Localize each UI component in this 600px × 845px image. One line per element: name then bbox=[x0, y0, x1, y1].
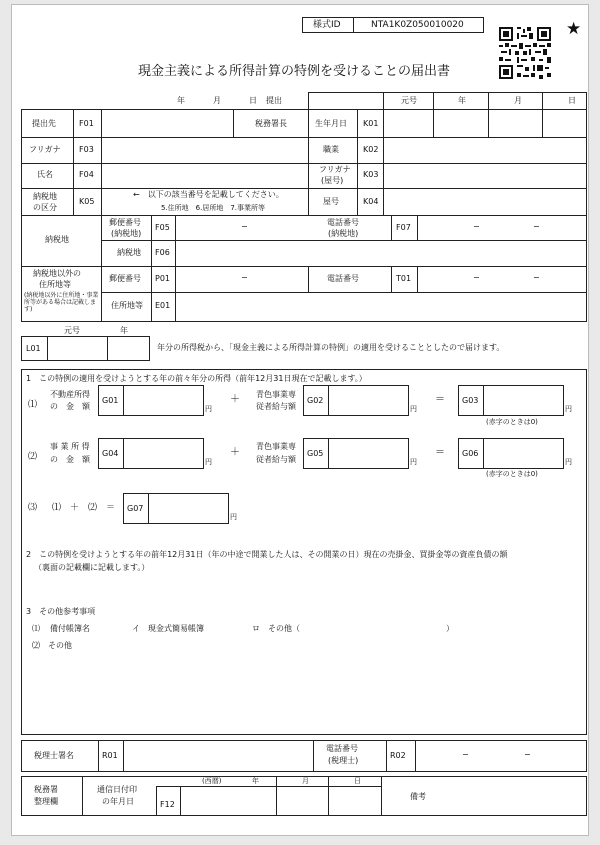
jigyo-label-2: の 金 額 bbox=[50, 455, 90, 464]
equals-sign-2: ＝ bbox=[435, 447, 445, 458]
taxloc-label: 納税地 bbox=[45, 235, 69, 244]
yago-paren-label: (屋号) bbox=[321, 176, 344, 185]
f03-code: F03 bbox=[79, 145, 94, 154]
kubun-note: ← 以下の該当番号を記載してください。 bbox=[133, 190, 284, 199]
k04-code: K04 bbox=[363, 197, 379, 206]
kubun-options: 5.住所地 6.居所地 7.事業所等 bbox=[161, 204, 266, 212]
form-id-value: NTA1K0Z050010020 bbox=[371, 20, 464, 30]
birth-month-label: 月 bbox=[514, 96, 522, 105]
taxloc-kubun-label-1: 納税地 bbox=[33, 192, 57, 201]
form-id-box bbox=[302, 17, 484, 33]
g07-yen: 円 bbox=[230, 513, 237, 521]
item1-number: ⑴ bbox=[28, 400, 38, 410]
l01-code: L01 bbox=[26, 344, 41, 353]
g01-code: G01 bbox=[102, 396, 119, 405]
other-address-label: 住所地等 bbox=[111, 301, 143, 310]
date-month-label: 月 bbox=[213, 96, 221, 105]
taxloc-kubun-label-2: の区分 bbox=[33, 203, 57, 212]
g06-yen: 円 bbox=[565, 458, 572, 466]
office-month-label: 月 bbox=[302, 777, 309, 785]
k05-code: K05 bbox=[79, 197, 95, 206]
submit-label: 提出 bbox=[266, 96, 282, 105]
office-col1-label-2: 整理欄 bbox=[34, 797, 58, 806]
ta-phone-dash-2: − bbox=[524, 750, 531, 759]
l01-statement: 年分の所得税から、「現金主義による所得計算の特例」の適用を受けることとしたので届けます。 bbox=[157, 343, 505, 352]
qr-code-icon bbox=[499, 27, 551, 79]
g06-field[interactable] bbox=[458, 438, 564, 469]
k01-code: K01 bbox=[363, 119, 379, 128]
g03-yen: 円 bbox=[565, 405, 572, 413]
p01-code: P01 bbox=[155, 274, 171, 283]
tax-accountant-phone-label: 電話番号 bbox=[326, 744, 358, 753]
g01-yen: 円 bbox=[205, 405, 212, 413]
section1-heading: 1 この特例の適用を受けようとする年の前々年分の所得（前年12月31日現在で記載します。） bbox=[26, 374, 367, 383]
l01-era-label: 元号 bbox=[64, 326, 80, 335]
g02-yen: 円 bbox=[410, 405, 417, 413]
k03-code: K03 bbox=[363, 170, 379, 179]
section2-line1: 2 この特例を受けようとする年の前年12月31日（年の中途で開業した人は、その開業の日）現在の売掛金、買掛金等の資産負債の額 bbox=[26, 550, 508, 559]
office-col1-label-1: 税務署 bbox=[34, 785, 58, 794]
applicant-table bbox=[21, 92, 587, 322]
item2-number: ⑵ bbox=[28, 452, 38, 462]
l01-year-label: 年 bbox=[120, 326, 128, 335]
yago-furigana-label: フリガナ bbox=[319, 165, 351, 174]
f07-code: F07 bbox=[396, 223, 411, 232]
g03-field[interactable] bbox=[458, 385, 564, 416]
job-label: 職業 bbox=[323, 145, 339, 154]
ledger-option-i[interactable]: イ 現金式簡易帳簿 bbox=[132, 624, 204, 633]
other-phone-dash-2: − bbox=[533, 273, 540, 282]
other-postal-label: 郵便番号 bbox=[109, 274, 141, 283]
date-year-label: 年 bbox=[177, 96, 185, 105]
tax-accountant-phone-sub: (税理士) bbox=[328, 756, 359, 765]
office-year-label: 年 bbox=[252, 777, 259, 785]
star-mark: ★ bbox=[566, 19, 582, 39]
section3-heading: 3 その他参考事項 bbox=[26, 607, 96, 616]
sum-formula: ⑴ ＋ ⑵ ＝ bbox=[52, 503, 116, 513]
phone-sub-label: (納税地) bbox=[328, 229, 359, 238]
date-day-label: 日 bbox=[249, 96, 257, 105]
taxloc-address-label: 納税地 bbox=[117, 248, 141, 257]
office-day-label: 日 bbox=[354, 777, 361, 785]
f01-code: F01 bbox=[79, 119, 94, 128]
birth-label: 生年月日 bbox=[315, 119, 347, 128]
tax-office-label: 税務署長 bbox=[255, 119, 287, 128]
job-input[interactable] bbox=[385, 139, 585, 162]
tax-accountant-sign-input[interactable] bbox=[124, 742, 310, 770]
yago-label: 屋号 bbox=[323, 197, 339, 206]
g05-yen: 円 bbox=[410, 458, 417, 466]
ledger-close-paren: ） bbox=[446, 624, 454, 633]
section2-line2: （裏面の記載欄に記載します。） bbox=[34, 563, 150, 572]
office-col2-label-1: 通信日付印 bbox=[97, 785, 137, 794]
form-title: 現金主義による所得計算の特例を受けることの届出書 bbox=[138, 64, 451, 79]
aoiro-label-1: 青色事業専 bbox=[256, 390, 296, 399]
ta-phone-dash-1: − bbox=[462, 750, 469, 759]
remarks-label: 備考 bbox=[410, 792, 426, 801]
office-era-label: (西暦) bbox=[202, 777, 222, 785]
ledger-label: 備付帳簿名 bbox=[50, 624, 90, 633]
tax-accountant-sign-label: 税理士署名 bbox=[34, 751, 74, 760]
birth-year-label: 年 bbox=[458, 96, 466, 105]
office-col2-label-2: の年月日 bbox=[102, 797, 134, 806]
submit-to-label: 提出先 bbox=[32, 119, 56, 128]
form-id-label: 様式ID bbox=[313, 20, 341, 30]
name-label: 氏名 bbox=[37, 170, 53, 179]
item3-number: ⑶ bbox=[28, 503, 38, 513]
g04-code: G04 bbox=[102, 449, 119, 458]
tax-office-input[interactable] bbox=[103, 111, 231, 135]
aoiro-label-3: 青色事業専 bbox=[256, 442, 296, 451]
other-address-input[interactable] bbox=[177, 294, 585, 320]
postal-label: 郵便番号 bbox=[109, 218, 141, 227]
plus-sign-1: ＋ bbox=[230, 394, 240, 405]
g04-yen: 円 bbox=[205, 458, 212, 466]
phone-dash-1: − bbox=[473, 222, 480, 231]
other-addr-label-1: 納税地以外の bbox=[33, 269, 81, 278]
fudosan-label-1: 不動産所得 bbox=[50, 390, 90, 399]
t01-code: T01 bbox=[396, 274, 412, 283]
name-input[interactable] bbox=[103, 165, 306, 187]
g06-red-note: (赤字のときは0) bbox=[486, 470, 538, 478]
postal-dash: − bbox=[241, 222, 248, 231]
e01-code: E01 bbox=[155, 301, 171, 310]
g04-field[interactable] bbox=[98, 438, 204, 469]
plus-sign-2: ＋ bbox=[230, 447, 240, 458]
taxloc-address-input[interactable] bbox=[177, 242, 585, 265]
form-page bbox=[11, 4, 589, 836]
remarks-input[interactable] bbox=[437, 778, 585, 814]
g02-code: G02 bbox=[307, 396, 324, 405]
other-postal-dash: − bbox=[241, 273, 248, 282]
fudosan-label-2: の 金 額 bbox=[50, 402, 90, 411]
g03-red-note: (赤字のときは0) bbox=[486, 418, 538, 426]
aoiro-label-2: 従者給与額 bbox=[256, 402, 296, 411]
other-phone-label: 電話番号 bbox=[327, 274, 359, 283]
phone-label: 電話番号 bbox=[327, 218, 359, 227]
g07-code: G07 bbox=[127, 504, 144, 513]
phone-dash-2: − bbox=[533, 222, 540, 231]
f05-code: F05 bbox=[155, 223, 170, 232]
birth-day-label: 日 bbox=[568, 96, 576, 105]
postal-sub-label: (納税地) bbox=[111, 229, 142, 238]
k02-code: K02 bbox=[363, 145, 379, 154]
ledger-option-ro[interactable]: ロ その他（ bbox=[252, 624, 300, 633]
r02-code: R02 bbox=[390, 751, 406, 760]
g01-field[interactable] bbox=[98, 385, 204, 416]
other-addr-note: (納税地以外に住所地・事業所等がある場合は記載します) bbox=[24, 292, 99, 313]
f06-code: F06 bbox=[155, 248, 170, 257]
g05-code: G05 bbox=[307, 449, 324, 458]
other-addr-label-2: 住所地等 bbox=[39, 280, 71, 289]
aoiro-label-4: 従者給与額 bbox=[256, 455, 296, 464]
other-phone-dash-1: − bbox=[473, 273, 480, 282]
g07-field[interactable] bbox=[123, 493, 229, 524]
ledger-number: ⑴ bbox=[32, 624, 40, 633]
era-label: 元号 bbox=[401, 96, 417, 105]
equals-sign-1: ＝ bbox=[435, 394, 445, 405]
f04-code: F04 bbox=[79, 170, 94, 179]
furigana-label: フリガナ bbox=[29, 145, 61, 154]
furigana-input[interactable] bbox=[103, 139, 306, 162]
f12-code: F12 bbox=[160, 800, 175, 809]
other-label: ⑵ その他 bbox=[32, 641, 72, 650]
r01-code: R01 bbox=[102, 751, 118, 760]
g05-field[interactable] bbox=[303, 438, 409, 469]
g02-field[interactable] bbox=[303, 385, 409, 416]
g03-code: G03 bbox=[462, 396, 479, 405]
jigyo-label-1: 事 業 所 得 bbox=[50, 442, 90, 451]
g06-code: G06 bbox=[462, 449, 479, 458]
